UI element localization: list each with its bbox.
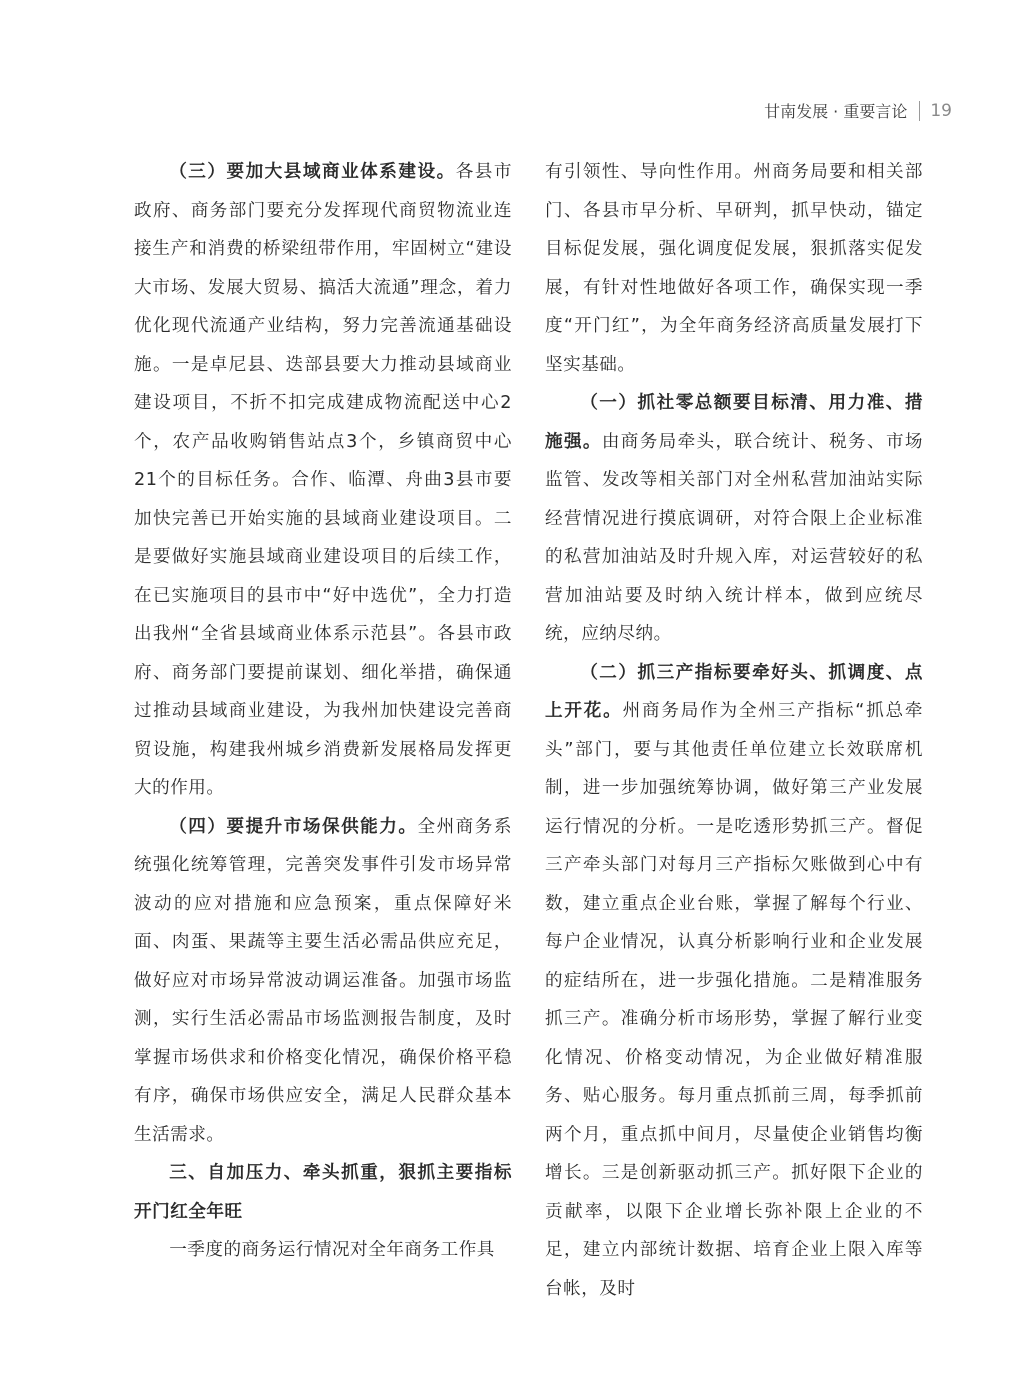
section-title: 甘南发展 · 重要言论: [764, 102, 908, 121]
page-number: 19: [930, 100, 952, 121]
paragraph-county-commerce: [134, 153, 512, 808]
paragraph-q1-intro: 一季度的商务运行情况对全年商务工作具: [169, 1240, 495, 1260]
section-heading: 三、自加压力、牵头抓重，狠抓主要指标开门红全年旺: [134, 1163, 512, 1222]
paragraph-retail-sales: [545, 384, 923, 654]
paragraph-tertiary-industry: [545, 654, 923, 1309]
paragraph-body: 全州商务系统强化统筹管理，完善突发事件引发市场异常波动的应对措施和应急预案，重点保障好米面、肉蛋、果蔬等主要生活必需品供应充足，做好应对市场异常波动调运准备。加强市场监测，实行生活必需品市场监测报告制度，及时掌握市场供求和价格变化情况，确保价格平稳有序，确保市场供应安全，满足人民群众基本生活需求。: [134, 816, 512, 1145]
left-column: [134, 153, 512, 1270]
paragraph-lead: （四）要提升市场保供能力。: [169, 816, 418, 837]
paragraph-lead: （一）抓社零总额要目标清、用力准、措施强。: [545, 393, 923, 452]
paragraph-lead: （三）要加大县域商业体系建设。: [169, 162, 456, 182]
right-column: [545, 153, 923, 1308]
header-divider: [919, 101, 920, 121]
paragraph-body: 州商务局作为全州三产指标“抓总牵头”部门，要与其他责任单位建立长效联席机制，进一步加强统筹协调，做好第三产业发展运行情况的分析。一是吃透形势抓三产。督促三产牵头部门对每月三产指标欠账做到心中有数，建立重点企业台账，掌握了解每个行业、每户企业情况，认真分析影响行业和企业发展的症结所在，进一步强化措施。二是精准服务抓三产。准确分析市场形势，掌握了解行业变化情况、价格变动情况，为企业做好精准服务、贴心服务。每月重点抓前三周，每季抓前两个月，重点抓中间月，尽量使企业销售均衡增长。三是创新驱动抓三产。抓好限下企业的贡献率，以限下企业增长弥补限上企业的不足，建立内部统计数据、培育企业上限入库等台帐，及时: [545, 701, 923, 1299]
paragraph-lead: （二）抓三产指标要牵好头、抓调度、点上开花。: [545, 662, 923, 721]
paragraph-body: 各县市政府、商务部门要充分发挥现代商贸物流业连接生产和消费的桥梁纽带作用，牢固树立“建设大市场、发展大贸易、搞活大流通”理念，着力优化现代流通产业结构，努力完善流通基础设施。一是卓尼县、迭部县要大力推动县域商业建设项目，不折不扣完成建成物流配送中心2个，农产品收购销售站点3个，乡镇商贸中心21个的目标任务。合作、临潭、舟曲3县市要加快完善已开始实施的县域商业建设项目。二是要做好实施县域商业建设项目的后续工作，在已实施项目的县市中“好中选优”，全力打造出我州“全省县域商业体系示范县”。各县市政府、商务部门要提前谋划、细化举措，确保通过推动县域商业建设，为我州加快建设完善商贸设施，构建我州城乡消费新发展格局发挥更大的作用。: [134, 162, 512, 798]
paragraph-continued: 有引领性、导向性作用。州商务局要和相关部门、各县市早分析、早研判，抓早快动，锚定目标促发展，强化调度促发展，狠抓落实促发展，有针对性地做好各项工作，确保实现一季度“开门红”，为全年商务经济高质量发展打下坚实基础。: [545, 162, 923, 375]
running-header: [764, 99, 952, 122]
paragraph-market-supply: [134, 808, 512, 1155]
paragraph-body: 由商务局牵头，联合统计、税务、市场监管、发改等相关部门对全州私营加油站实际经营情况进行摸底调研，对符合限上企业标准的私营加油站及时升规入库，对运营较好的私营加油站要及时纳入统计样本，做到应统尽统，应纳尽纳。: [545, 431, 923, 644]
